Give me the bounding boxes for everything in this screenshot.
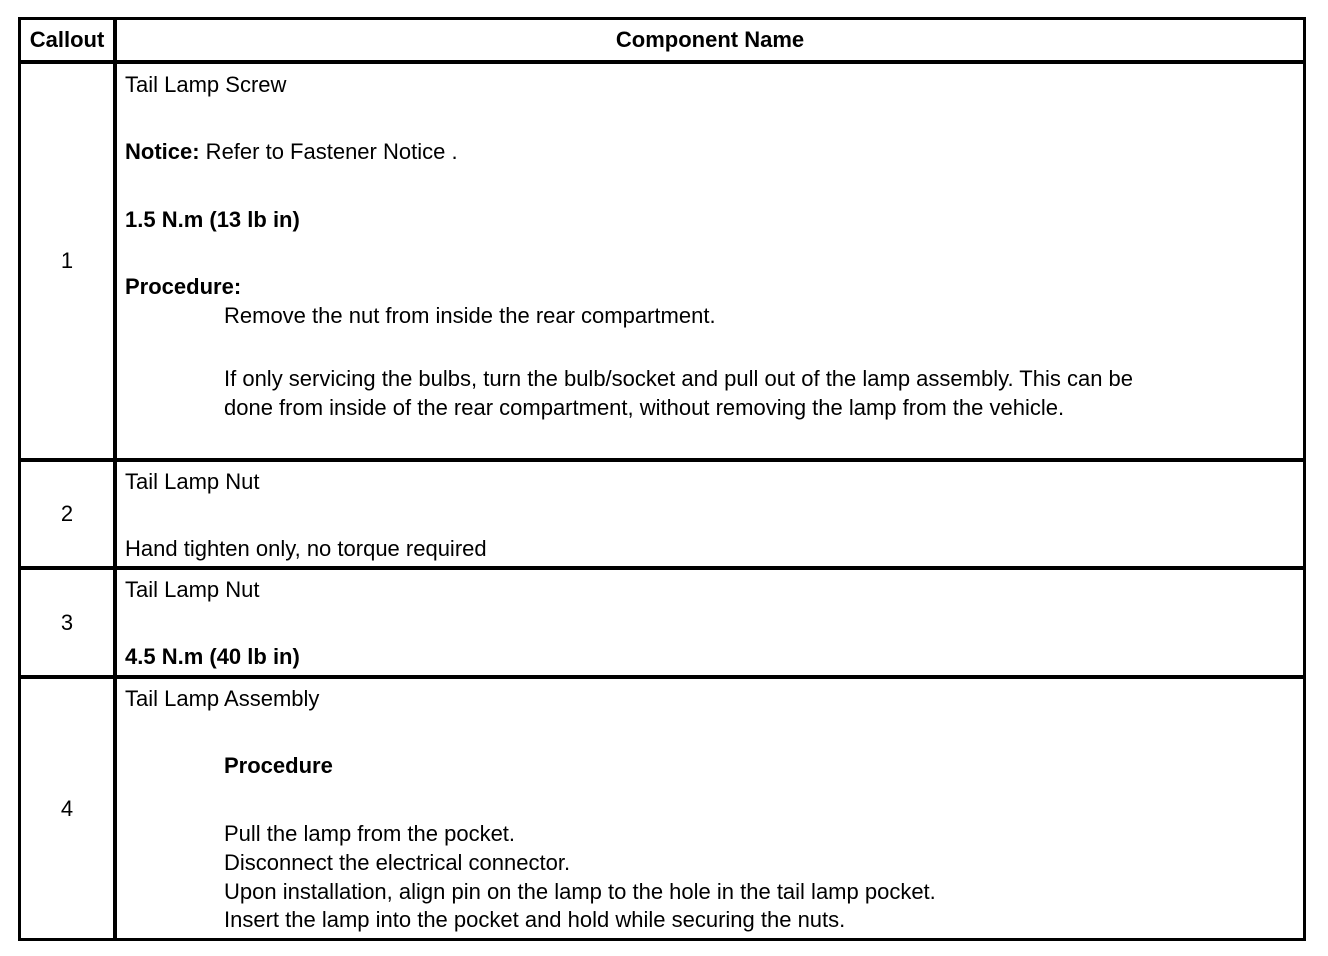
callout-cell: 3 [21, 570, 117, 675]
notice-label: Notice: [125, 139, 200, 164]
procedure-step: Upon installation, align pin on the lamp to the hole in the tail lamp pocket. [224, 879, 936, 904]
callout-cell: 1 [21, 64, 117, 458]
component-cell [117, 462, 1303, 566]
component-table [18, 17, 1306, 941]
component-cell [117, 64, 1303, 458]
callout-cell: 2 [21, 462, 117, 566]
table-row [21, 570, 1303, 679]
table-row [21, 679, 1303, 938]
table-row [21, 462, 1303, 570]
callout-column-header: Callout [21, 20, 117, 60]
component-cell [117, 679, 1303, 938]
procedure-step: Remove the nut from inside the rear compartment. [224, 303, 716, 328]
torque-spec: 4.5 N.m (40 lb in) [125, 644, 300, 669]
table-row [21, 64, 1303, 462]
component-title: Tail Lamp Screw [125, 72, 287, 97]
component-title: Tail Lamp Nut [125, 469, 260, 494]
procedure-step: If only servicing the bulbs, turn the bulb/socket and pull out of the lamp assembly. This can be [224, 366, 1134, 391]
component-name-column-header [117, 20, 1303, 60]
procedure-step: Pull the lamp from the pocket. [224, 821, 516, 846]
torque-spec: 1.5 N.m (13 lb in) [125, 207, 300, 232]
procedure-label: Procedure: [125, 274, 242, 299]
component-name-header-label: Component Name [615, 27, 805, 52]
notice-line [125, 137, 458, 166]
procedure-step: Insert the lamp into the pocket and hold while securing the nuts. [224, 907, 846, 932]
torque-note: Hand tighten only, no torque required [125, 536, 487, 561]
procedure-step: done from inside of the rear compartment, without removing the lamp from the vehicle. [224, 395, 1065, 420]
notice-text: Refer to Fastener Notice . [199, 139, 458, 164]
procedure-label: Procedure [224, 753, 333, 778]
component-title: Tail Lamp Assembly [125, 686, 320, 711]
component-cell [117, 570, 1303, 675]
component-title: Tail Lamp Nut [125, 577, 260, 602]
procedure-step: Disconnect the electrical connector. [224, 850, 571, 875]
table-header-row [21, 20, 1303, 64]
callout-cell: 4 [21, 679, 117, 938]
